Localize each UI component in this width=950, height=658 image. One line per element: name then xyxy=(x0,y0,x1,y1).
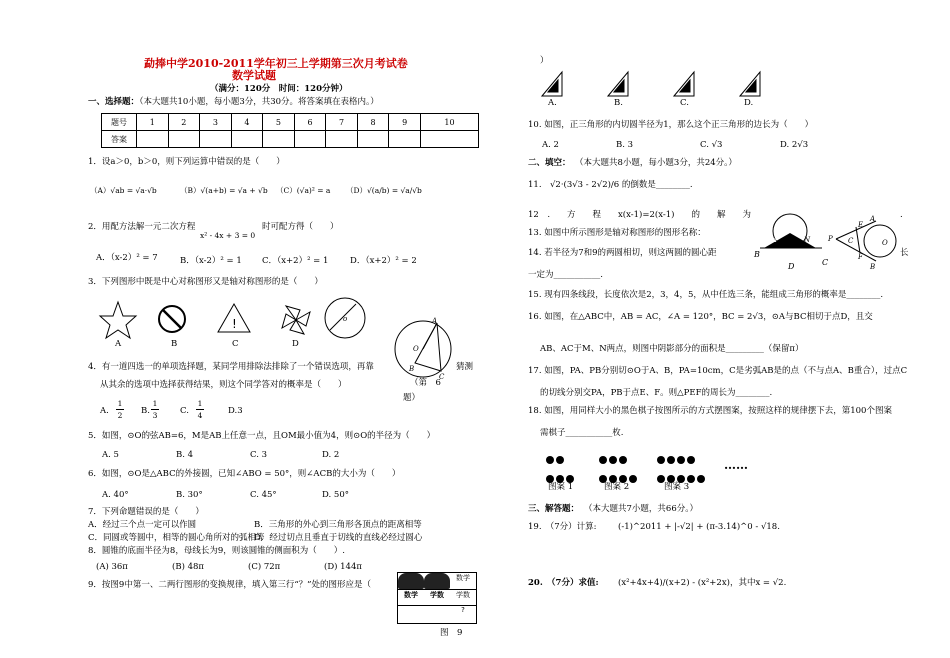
q2-tail: 时可配方得（ ） xyxy=(262,222,339,232)
q6-opt-c: C. 45° xyxy=(250,490,277,500)
table-number: 6 xyxy=(294,114,326,131)
fig-label: D xyxy=(788,262,795,271)
q16-line2: AB、AC于M、N两点，则图中阴影部分的面积是_________（保留π） xyxy=(540,344,804,354)
q1-opt-d: （D）√(a/b) = √a/√b xyxy=(346,186,422,195)
section1-heading: 一、选择题： xyxy=(88,97,140,107)
q19-label: 19. （7分）计算: xyxy=(528,522,597,532)
tri-label-b: B. xyxy=(614,98,623,108)
q1-opt-c: （C）(√a)² = a xyxy=(276,186,331,195)
answer-cell[interactable] xyxy=(168,131,200,148)
section1-desc: （本大题共10小题，每小题3分，共30分。将答案填在表格内。） xyxy=(135,97,379,107)
pattern-label-3: 图案 3 xyxy=(664,482,690,492)
q17-line2: 的切线分别交PA，PB于点E、F。则△PEF的周长为________. xyxy=(540,388,773,398)
fig-label: C xyxy=(822,258,829,267)
q6-stem: 6．如图，⊙O是△ABC的外接圆，已知∠ABO = 50°，则∠ACB的大小为（ ） xyxy=(88,469,401,479)
table-number: 9 xyxy=(389,114,421,131)
answer-table xyxy=(101,113,479,148)
q4-frac-b: 1 3 xyxy=(152,399,158,420)
q7-opt-c: C．同圆或等圆中，相等的圆心角所对的弧相等 xyxy=(88,533,265,543)
q1-opt-a: （A）√ab = √a·√b xyxy=(90,186,157,195)
svg-text:!: ! xyxy=(232,317,237,331)
q6-opt-b: B. 30° xyxy=(176,490,203,500)
q2-stem: 2．用配方法解一元二次方程 xyxy=(88,222,196,232)
fig-label: C xyxy=(439,373,445,381)
q14: 14. 若半径为7和9的两圆相切，则这两圆的圆心距 xyxy=(528,248,717,258)
answer-cell[interactable] xyxy=(200,131,232,148)
q11: 11. √2·(3√3 - 2√2)/6 的倒数是________. xyxy=(528,180,693,190)
fig-label: B xyxy=(870,263,876,271)
q2-opt-b: B．（x-2）² = 1 xyxy=(180,256,242,266)
tri-label-c: C. xyxy=(680,98,689,108)
fig-label: E xyxy=(858,221,864,229)
svg-text:o: o xyxy=(343,315,348,323)
pattern-label-1: 图案 1 xyxy=(548,482,574,492)
q4-opt-d: D.3 xyxy=(228,406,243,416)
fig-label: A xyxy=(870,215,876,223)
q3-stem: 3．下列图形中既是中心对称图形又是轴对称图形的是（ ） xyxy=(88,277,323,287)
q10-opt-a: A. 2 xyxy=(542,140,559,150)
section2-heading: 二、填空： xyxy=(528,158,571,168)
q2-opt-d: D．（x+2）² = 2 xyxy=(350,256,417,266)
q6-fig-caption-a: （第 6 xyxy=(410,378,441,388)
q5-opt-b: B. 4 xyxy=(176,450,194,460)
q4-opt-b: B. xyxy=(141,406,150,416)
q5-opt-a: A. 5 xyxy=(102,450,119,460)
q3-label-a: A xyxy=(115,339,122,349)
q10-opt-b: B. 3 xyxy=(616,140,634,150)
figure9-grid: 数学 数学 学数 学数 ? xyxy=(397,572,477,624)
answer-cell[interactable] xyxy=(357,131,389,148)
q17-line1: 17. 如图，PA、PB分别切⊙O于A、B，PA=10cm，C是劣弧AB是的点（不与点A、B重合），过点C xyxy=(528,366,908,376)
q4-opt-a: A. xyxy=(100,406,109,416)
q3-label-d: D xyxy=(292,339,299,349)
q3-label-b: B xyxy=(171,339,178,349)
q9-close-paren: ） xyxy=(540,56,549,66)
q5-opt-d: D. 2 xyxy=(322,450,340,460)
exam-subtitle: 数学试题 xyxy=(232,69,276,82)
q7-stem: 7．下列命题错误的是（ ） xyxy=(88,507,204,517)
prohibition-sign xyxy=(159,306,185,332)
q12-end: . xyxy=(900,210,903,220)
q7-opt-d: D．经过切点且垂直于切线的直线必经过圆心 xyxy=(254,533,423,543)
q8-opt-d: (D) 144π xyxy=(324,562,362,572)
q15: 15. 现有四条线段，长度依次是2，3，4，5，从中任选三条，能组成三角形的概率是________. xyxy=(528,290,884,300)
table-row1-label: 题号 xyxy=(102,114,137,131)
table-number: 8 xyxy=(357,114,389,131)
q4-stem-tail: 猜测 xyxy=(456,362,474,372)
q10-opt-c: C. √3 xyxy=(700,140,723,150)
q4-stem: 4．有一道四选一的单项选择题，某同学用排除法排除了一个错误选项，再靠 xyxy=(88,362,374,372)
table-number: 4 xyxy=(231,114,263,131)
pattern-ellipsis: …… xyxy=(724,458,748,472)
table-row2-label: 答案 xyxy=(102,131,137,148)
q8-opt-b: (B) 48π xyxy=(172,562,204,572)
table-number: 1 xyxy=(137,114,169,131)
q1-opt-b: （B）√(a+b) = √a + √b xyxy=(180,186,268,195)
q4-opt-c: C. xyxy=(180,406,189,416)
q4-line2: 从其余的选项中选择获得结果，则这个同学答对的概率是（ ） xyxy=(100,380,347,390)
q4-frac-a: 1 2 xyxy=(117,399,123,420)
q7-opt-a: A．经过三个点一定可以作圆 xyxy=(88,520,197,530)
q8-opt-a: (A) 36π xyxy=(96,562,128,572)
q9-option-triangles xyxy=(540,70,800,110)
fig-label: F xyxy=(858,253,863,261)
q14-tail: 长 xyxy=(900,248,909,258)
section3-desc: （本大题共7小题，共66分。） xyxy=(584,504,698,514)
q2-equation: x² - 4x + 3 = 0 xyxy=(200,231,256,240)
q13: 13. 如图中所示图形是轴对称图形的图形名称： xyxy=(528,228,706,238)
q5-opt-c: C. 3 xyxy=(250,450,268,460)
table-number: 10 xyxy=(420,114,478,131)
q2-opt-c: C．（x+2）² = 1 xyxy=(262,256,329,266)
circle-figure-d xyxy=(325,298,365,338)
q6-opt-a: A. 40° xyxy=(102,490,129,500)
q1-stem: 1．设a＞0，b＞0，则下列运算中错误的是（ ） xyxy=(88,157,285,167)
q5-stem: 5．如图，⊙O的弦AB=6，M是AB上任意一点，且OM最小值为4，则⊙O的半径为（ ） xyxy=(88,431,436,441)
q8-opt-c: (C) 72π xyxy=(248,562,281,572)
q2-opt-a: A．（x-2）² = 7 xyxy=(96,253,158,263)
q16-figure xyxy=(754,213,830,273)
q3-label-c: C xyxy=(232,339,239,349)
fig-label: O xyxy=(882,239,888,247)
answer-cell[interactable] xyxy=(137,131,169,148)
figure9-caption: 图 9 xyxy=(440,628,463,638)
q12: 12 . 方 程 x(x-1)=2(x-1) 的 解 为 xyxy=(528,210,751,220)
q18-line2: 需棋子___________枚. xyxy=(540,428,624,438)
answer-cell[interactable] xyxy=(263,131,295,148)
pinwheel-shape xyxy=(282,306,310,334)
fig-label: O xyxy=(413,345,419,353)
fig-label: P xyxy=(828,235,833,243)
tri-label-a: A. xyxy=(548,98,557,108)
pattern-label-2: 图案 2 xyxy=(604,482,630,492)
q18-line1: 18. 如图，用同样大小的黑色棋子按图所示的方式摆图案，按照这样的规律摆下去，第100个图案 xyxy=(528,406,892,416)
table-number: 7 xyxy=(326,114,358,131)
tri-label-d: D. xyxy=(744,98,754,108)
q10-opt-d: D. 2√3 xyxy=(780,140,809,150)
fig-label: B xyxy=(754,250,760,259)
q9-stem: 9．按图9中第一、二两行图形的变换规律，填入第三行“？”处的图形应是（ xyxy=(88,580,372,590)
answer-cell[interactable] xyxy=(294,131,326,148)
exam-meta: （满分：120分 时间：120分钟） xyxy=(210,84,348,94)
table-number: 2 xyxy=(168,114,200,131)
q19-expression: (-1)^2011 + |-√2| + (π-3.14)^0 - √18. xyxy=(618,522,780,532)
star-shape xyxy=(100,302,136,338)
answer-cell[interactable] xyxy=(231,131,263,148)
answer-cell[interactable] xyxy=(420,131,478,148)
q16-line1: 16. 如图，在△ABC中，AB = AC，∠A = 120°，BC = 2√3，⊙A与BC相切于点D，且交 xyxy=(528,312,873,322)
fig-label: C xyxy=(848,237,854,245)
fig-label: N xyxy=(804,236,811,244)
q17-figure xyxy=(830,213,900,273)
q6-fig-caption-b: 题） xyxy=(403,393,421,403)
section3-heading: 三、解答题： xyxy=(528,504,580,514)
fig-label: A xyxy=(432,317,438,325)
fig-label: B xyxy=(409,365,415,373)
q10-stem: 10. 如图，正三角形的内切圆半径为1，那么这个正三角形的边长为（ ） xyxy=(528,120,814,130)
warning-sign xyxy=(218,304,250,332)
q20-expression: (x²+4x+4)/(x+2) - (x²+2x)，其中x = √2. xyxy=(618,578,787,588)
answer-cell[interactable] xyxy=(326,131,358,148)
q14-line2: 一定为___________. xyxy=(528,270,603,280)
fig-label: M xyxy=(770,236,778,244)
q20-label: 20. （7分）求值: xyxy=(528,578,599,588)
q4-frac-c: 1 4 xyxy=(197,399,203,420)
table-number: 5 xyxy=(263,114,295,131)
table-number: 3 xyxy=(200,114,232,131)
exam-title: 勐捧中学2010-2011学年初三上学期第三次月考试卷 xyxy=(144,57,408,70)
answer-cell[interactable] xyxy=(389,131,421,148)
q8-stem: 8．圆锥的底面半径为8，母线长为9，则该圆锥的侧面积为（ ）. xyxy=(88,546,345,556)
q6-opt-d: D. 50° xyxy=(322,490,349,500)
q7-opt-b: B．三角形的外心到三角形各顶点的距离相等 xyxy=(254,520,422,530)
section2-desc: （本大题共8小题，每小题3分，共24分。） xyxy=(575,158,737,168)
